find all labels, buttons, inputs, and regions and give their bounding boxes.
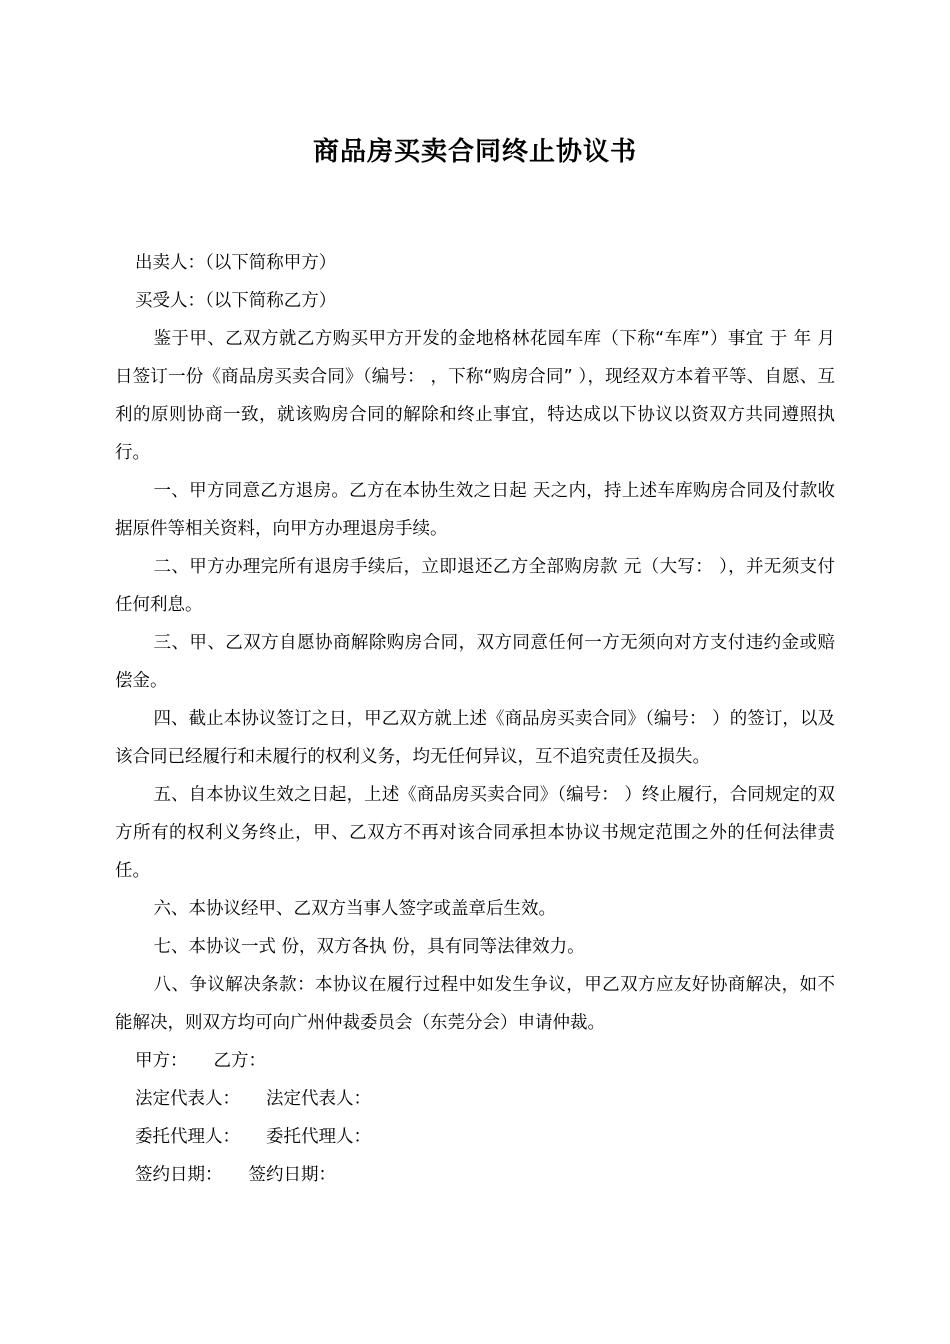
clause-7: 七、本协议一式 份，双方各执 份，具有同等法律效力。 xyxy=(153,937,585,957)
signature-date-row xyxy=(115,1156,835,1194)
clause-1: 一、甲方同意乙方退房。乙方在本协生效之日起 天之内，持上述车库购房合同及付款收据原件等相关资料，向甲方办理退房手续。 xyxy=(115,481,835,539)
document-body xyxy=(115,244,835,1194)
clause-4: 四、截止本协议签订之日，甲乙双方就上述《商品房买卖合同》（编号： ）的签订，以及该合同已经履行和未履行的权利义务，均无任何异议，互不追究责任及损失。 xyxy=(115,709,835,767)
agent-a-label: 委托代理人： xyxy=(135,1127,240,1147)
seller-line: 出卖人：（以下简称甲方） xyxy=(135,253,337,273)
clause-2: 二、甲方办理完所有退房手续后，立即退还乙方全部购房款 元（大写： ），并无须支付任何利息。 xyxy=(115,557,835,615)
buyer-line: 买受人：（以下简称乙方） xyxy=(135,291,337,311)
signature-representative-row xyxy=(115,1080,835,1118)
rep-a-label: 法定代表人： xyxy=(135,1089,240,1109)
date-b-label: 签约日期： xyxy=(248,1165,336,1185)
clause-8: 八、争议解决条款：本协议在履行过程中如发生争议，甲乙双方应友好协商解决，如不能解决，则双方均可向广州仲裁委员会（东莞分会）申请仲裁。 xyxy=(115,975,835,1033)
clause-6: 六、本协议经甲、乙双方当事人签字或盖章后生效。 xyxy=(153,899,556,919)
party-b-label: 乙方： xyxy=(213,1051,266,1071)
agent-b-label: 委托代理人： xyxy=(266,1127,371,1147)
preamble-paragraph: 鉴于甲、乙双方就乙方购买甲方开发的金地格林花园车库（下称“车库”）事宜 于 年 月 日签订一份《商品房买卖合同》（编号： ，下称“购房合同” ），现经双方本着平等、自愿、互利的原则协商一致，就该购房合同的解除和终止事宜，特达成以下协议以资双方共同遵照执行。 xyxy=(115,329,835,463)
signature-party-row xyxy=(115,1042,835,1080)
clause-3: 三、甲、乙双方自愿协商解除购房合同，双方同意任何一方无须向对方支付违约金或赔偿金。 xyxy=(115,633,835,691)
clause-5: 五、自本协议生效之日起，上述《商品房买卖合同》（编号： ）终止履行，合同规定的双方所有的权利义务终止，甲、乙双方不再对该合同承担本协议书规定范围之外的任何法律责任。 xyxy=(115,785,835,881)
date-a-label: 签约日期： xyxy=(135,1165,223,1185)
signature-agent-row xyxy=(115,1118,835,1156)
document-title: 商品房买卖合同终止协议书 xyxy=(312,137,637,167)
rep-b-label: 法定代表人： xyxy=(266,1089,371,1109)
party-a-label: 甲方： xyxy=(135,1051,188,1071)
